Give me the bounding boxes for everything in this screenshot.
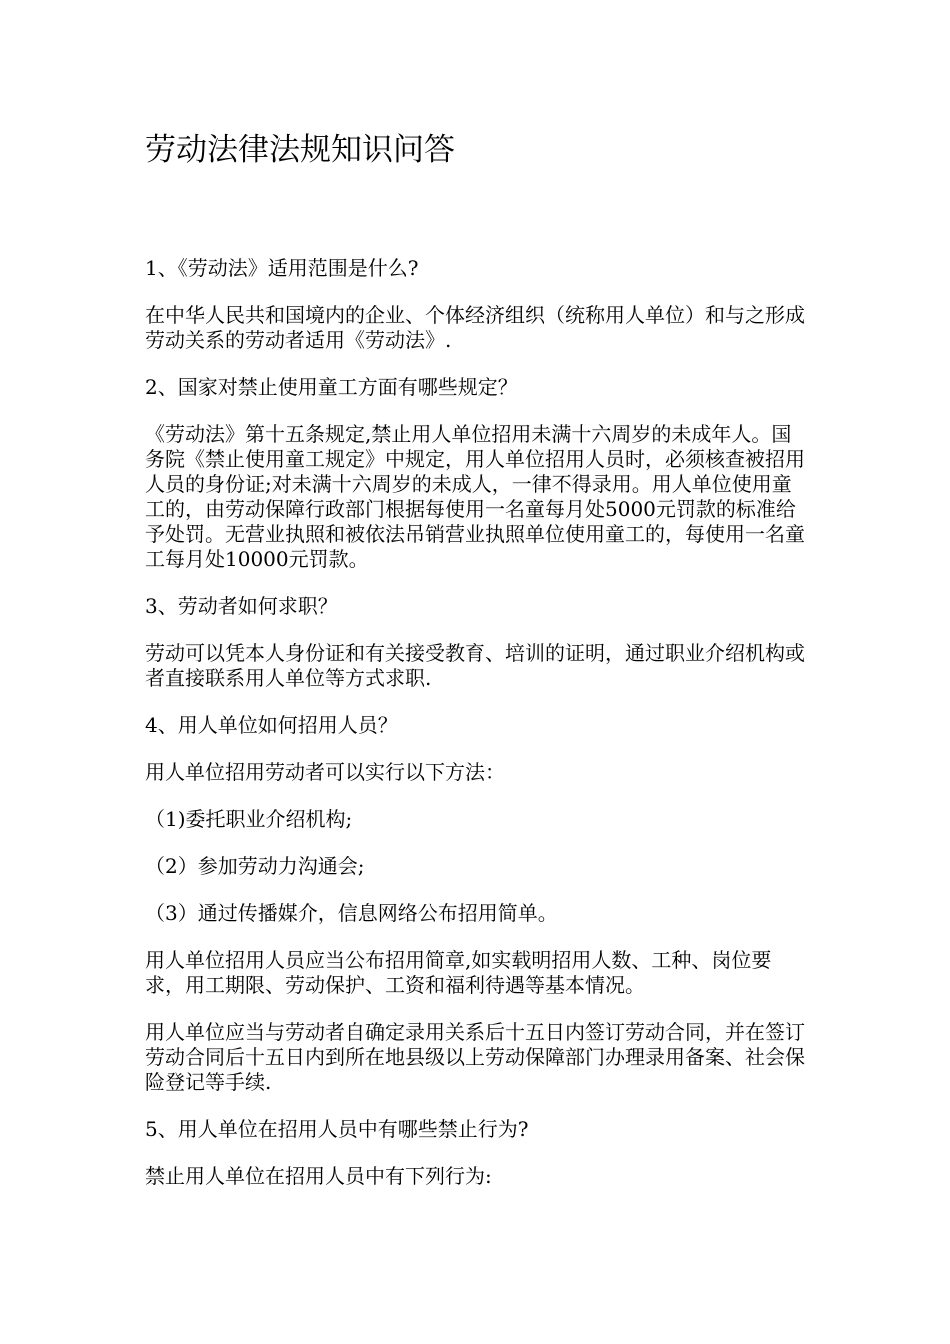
answer-2: 《劳动法》第十五条规定,禁止用人单位招用未满十六周岁的未成年人。国务院《禁止使用童工规定》中规定，用人单位招用人员时，必须核查被招用人员的身份证;对未满十六周岁的未成人，一律不得录用。用人单位使用童工的，由劳动保障行政部门根据每使用一名童每月处5000元罚款的标准给予处罚。无营业执照和被依法吊销营业执照单位使用童工的，每使用一名童工每月处10000元罚款。	[145, 422, 805, 571]
answer-5-intro: 禁止用人单位在招用人员中有下列行为:	[145, 1164, 492, 1188]
answer-1: 在中华人民共和国境内的企业、个体经济组织（统称用人单位）和与之形成劳动关系的劳动者适用《劳动法》.	[145, 303, 805, 352]
question-2: 2、国家对禁止使用童工方面有哪些规定？	[145, 375, 518, 399]
question-3: 3、劳动者如何求职？	[145, 594, 338, 618]
document-body	[145, 256, 810, 1211]
question-1: 1、《劳动法》适用范围是什么?	[145, 256, 419, 280]
answer-4-detail-2: 用人单位应当与劳动者自确定录用关系后十五日内签订劳动合同，并在签订劳动合同后十五日内到所在地县级以上劳动保障部门办理录用备案、社会保险登记等手续.	[145, 1020, 805, 1094]
question-4: 4、用人单位如何招用人员？	[145, 713, 398, 737]
answer-4-item-3: （3）通过传播媒介，信息网络公布招用简单。	[145, 901, 558, 925]
answer-4-intro: 用人单位招用劳动者可以实行以下方法：	[145, 760, 505, 784]
answer-4-detail-1: 用人单位招用人员应当公布招用简章,如实载明招用人数、工种、岗位要求，用工期限、劳动保护、工资和福利待遇等基本情况。	[145, 948, 772, 997]
answer-4-item-1: （1)委托职业介绍机构;	[145, 807, 353, 831]
answer-3: 劳动可以凭本人身份证和有关接受教育、培训的证明，通过职业介绍机构或者直接联系用人单位等方式求职.	[145, 641, 805, 690]
question-5: 5、用人单位在招用人员中有哪些禁止行为?	[145, 1117, 529, 1141]
answer-4-item-2: （2）参加劳动力沟通会;	[145, 854, 365, 878]
document-title: 劳动法律法规知识问答	[145, 132, 455, 168]
